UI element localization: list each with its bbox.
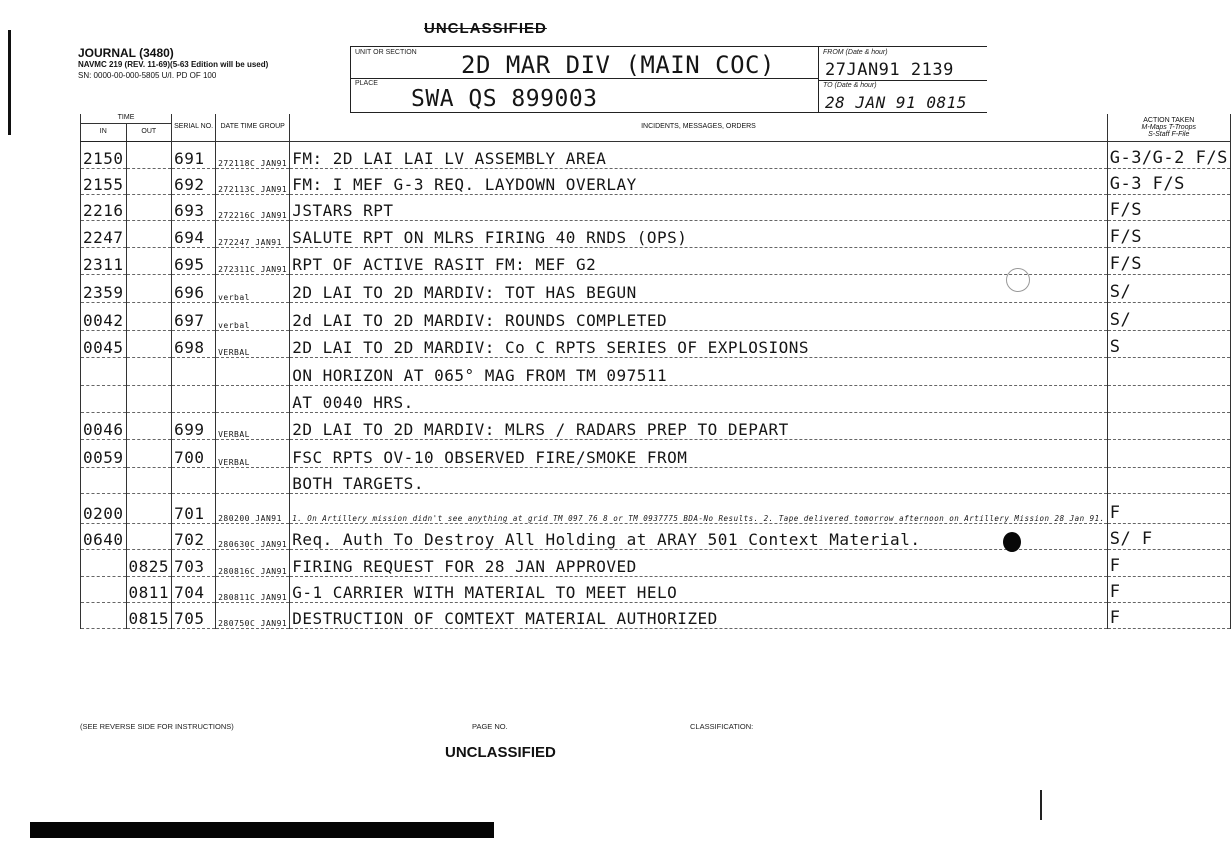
serial-cell: 694: [172, 220, 216, 247]
serial-cell: 704: [172, 576, 216, 602]
serial-cell: [172, 385, 216, 412]
time-out-cell: 0825: [126, 549, 172, 576]
serial-cell: 705: [172, 602, 216, 628]
serial-cell: 697: [172, 302, 216, 330]
action-cell: [1107, 467, 1230, 493]
incident-cell: FM: 2D LAI LAI LV ASSEMBLY AREA: [290, 141, 1108, 168]
serial-column-header: SERIAL NO.: [172, 114, 216, 141]
action-cell: S/: [1107, 274, 1230, 302]
journal-row: [81, 141, 1231, 168]
dtg-cell: [216, 385, 290, 412]
journal-table: [80, 114, 1231, 629]
action-cell: F: [1107, 549, 1230, 576]
action-cell: F: [1107, 493, 1230, 523]
out-column-header: OUT: [126, 123, 172, 141]
dtg-cell: 272113C JAN91: [216, 168, 290, 194]
time-out-cell: [126, 141, 172, 168]
time-out-cell: [126, 168, 172, 194]
time-out-cell: [126, 274, 172, 302]
action-cell: F/S: [1107, 220, 1230, 247]
action-cell: G-3/G-2 F/S: [1107, 141, 1230, 168]
classification-stamp-bottom: UNCLASSIFIED: [445, 744, 556, 761]
place-value: SWA QS 899003: [411, 86, 598, 112]
time-out-cell: [126, 523, 172, 549]
journal-row: [81, 412, 1231, 439]
incidents-column-header: INCIDENTS, MESSAGES, ORDERS: [290, 114, 1108, 141]
incident-cell: SALUTE RPT ON MLRS FIRING 40 RNDS (OPS): [290, 220, 1108, 247]
action-cell: [1107, 439, 1230, 467]
time-out-cell: 0815: [126, 602, 172, 628]
dtg-cell: verbal: [216, 274, 290, 302]
journal-row: [81, 439, 1231, 467]
time-in-cell: 0045: [81, 330, 127, 357]
journal-entries: [81, 141, 1231, 628]
journal-row: [81, 549, 1231, 576]
dtg-cell: 280811C JAN91: [216, 576, 290, 602]
action-cell: F/S: [1107, 194, 1230, 220]
dtg-column-header: DATE TIME GROUP: [216, 114, 290, 141]
serial-cell: 692: [172, 168, 216, 194]
time-in-cell: 0200: [81, 493, 127, 523]
page-number-label: PAGE NO.: [472, 722, 508, 731]
from-date-box: [818, 46, 987, 81]
action-cell: F: [1107, 576, 1230, 602]
time-in-cell: 0042: [81, 302, 127, 330]
to-label: TO (Date & hour): [823, 82, 877, 89]
form-title: JOURNAL (3480): [78, 46, 174, 60]
incident-cell: AT 0040 HRS.: [290, 385, 1108, 412]
from-value: 27JAN91 2139: [825, 60, 954, 80]
incident-cell: 1. On Artillery mission didn't see anything at grid TM 097 76 8 or TM 0937775 BDA-No Results. 2. Tape delivered tomorrow afternoon on Artillery Mission 28 Jan 91.: [290, 493, 1108, 523]
instructions-note: (SEE REVERSE SIDE FOR INSTRUCTIONS): [80, 722, 234, 731]
action-cell: [1107, 385, 1230, 412]
incident-cell: 2D LAI TO 2D MARDIV: TOT HAS BEGUN: [290, 274, 1108, 302]
serial-cell: 696: [172, 274, 216, 302]
scan-edge-mark: [8, 30, 11, 135]
time-in-cell: 0059: [81, 439, 127, 467]
time-in-cell: [81, 549, 127, 576]
incident-cell: G-1 CARRIER WITH MATERIAL TO MEET HELO: [290, 576, 1108, 602]
time-column-header: TIME: [81, 114, 172, 123]
incident-cell: 2D LAI TO 2D MARDIV: Co C RPTS SERIES OF EXPLOSIONS: [290, 330, 1108, 357]
incident-cell: Req. Auth To Destroy All Holding at ARAY 501 Context Material.: [290, 523, 1108, 549]
dtg-cell: 280630C JAN91: [216, 523, 290, 549]
serial-cell: 698: [172, 330, 216, 357]
action-column-header: [1107, 114, 1230, 141]
time-in-cell: 2155: [81, 168, 127, 194]
action-cell: S/ F: [1107, 523, 1230, 549]
dtg-cell: 280200 JAN91: [216, 493, 290, 523]
time-in-cell: [81, 385, 127, 412]
time-in-cell: [81, 467, 127, 493]
from-label: FROM (Date & hour): [823, 49, 888, 56]
time-out-cell: [126, 493, 172, 523]
journal-row: [81, 357, 1231, 385]
journal-row: [81, 274, 1231, 302]
journal-row: [81, 523, 1231, 549]
classification-stamp-top: UNCLASSIFIED: [424, 20, 547, 37]
dtg-cell: 272311C JAN91: [216, 247, 290, 274]
action-cell: F/S: [1107, 247, 1230, 274]
serial-cell: 702: [172, 523, 216, 549]
time-out-cell: [126, 439, 172, 467]
dtg-cell: VERBAL: [216, 412, 290, 439]
incident-cell: RPT OF ACTIVE RASIT FM: MEF G2: [290, 247, 1108, 274]
time-out-cell: [126, 330, 172, 357]
time-in-cell: 2150: [81, 141, 127, 168]
dtg-cell: 272118C JAN91: [216, 141, 290, 168]
form-revision: NAVMC 219 (REV. 11-69)(5-63 Edition will be used): [78, 60, 269, 69]
serial-cell: [172, 357, 216, 385]
form-identification: [78, 48, 268, 81]
dtg-cell: 272247 JAN91: [216, 220, 290, 247]
incident-cell: FSC RPTS OV-10 OBSERVED FIRE/SMOKE FROM: [290, 439, 1108, 467]
dtg-cell: 272216C JAN91: [216, 194, 290, 220]
time-in-cell: [81, 576, 127, 602]
journal-row: [81, 194, 1231, 220]
time-in-cell: [81, 602, 127, 628]
time-out-cell: [126, 247, 172, 274]
journal-row: [81, 385, 1231, 412]
time-out-cell: [126, 385, 172, 412]
journal-row: [81, 467, 1231, 493]
classification-label: CLASSIFICATION:: [690, 722, 754, 731]
dtg-cell: VERBAL: [216, 439, 290, 467]
journal-row: [81, 302, 1231, 330]
serial-cell: 701: [172, 493, 216, 523]
time-in-cell: 2359: [81, 274, 127, 302]
journal-row: [81, 602, 1231, 628]
action-cell: G-3 F/S: [1107, 168, 1230, 194]
journal-row: [81, 220, 1231, 247]
time-in-cell: [81, 357, 127, 385]
time-out-cell: [126, 302, 172, 330]
time-out-cell: [126, 467, 172, 493]
serial-cell: 693: [172, 194, 216, 220]
action-legend-1: M-Maps T-Troops: [1141, 123, 1196, 131]
action-legend-2: S-Staff F-File: [1148, 130, 1190, 138]
scan-redaction-bar: [30, 822, 494, 838]
incident-cell: JSTARS RPT: [290, 194, 1108, 220]
serial-cell: 703: [172, 549, 216, 576]
unit-value: 2D MAR DIV (MAIN COC): [461, 51, 775, 79]
in-column-header: IN: [81, 123, 127, 141]
dtg-cell: [216, 467, 290, 493]
action-cell: [1107, 412, 1230, 439]
serial-cell: [172, 467, 216, 493]
incident-cell: FM: I MEF G-3 REQ. LAYDOWN OVERLAY: [290, 168, 1108, 194]
journal-row: [81, 247, 1231, 274]
time-out-cell: 0811: [126, 576, 172, 602]
serial-cell: 700: [172, 439, 216, 467]
scan-edge-mark-right: [1040, 790, 1042, 820]
time-in-cell: 0640: [81, 523, 127, 549]
place-label: PLACE: [355, 80, 378, 87]
action-title: ACTION TAKEN: [1143, 116, 1195, 124]
to-value: 28 JAN 91 0815: [825, 93, 967, 112]
dtg-cell: [216, 357, 290, 385]
time-out-cell: [126, 220, 172, 247]
time-out-cell: [126, 357, 172, 385]
serial-cell: 691: [172, 141, 216, 168]
time-out-cell: [126, 194, 172, 220]
time-in-cell: 2311: [81, 247, 127, 274]
incident-cell: FIRING REQUEST FOR 28 JAN APPROVED: [290, 549, 1108, 576]
dtg-cell: 280816C JAN91: [216, 549, 290, 576]
serial-cell: 695: [172, 247, 216, 274]
incident-cell: 2D LAI TO 2D MARDIV: MLRS / RADARS PREP TO DEPART: [290, 412, 1108, 439]
scan-ink-blot: [1003, 532, 1021, 552]
journal-row: [81, 493, 1231, 523]
time-in-cell: 2216: [81, 194, 127, 220]
serial-cell: 699: [172, 412, 216, 439]
incident-cell: 2d LAI TO 2D MARDIV: ROUNDS COMPLETED: [290, 302, 1108, 330]
action-cell: F: [1107, 602, 1230, 628]
scan-ring-mark: [1006, 268, 1030, 292]
time-in-cell: 0046: [81, 412, 127, 439]
dtg-cell: VERBAL: [216, 330, 290, 357]
unit-label: UNIT OR SECTION: [355, 49, 417, 56]
action-cell: S/: [1107, 302, 1230, 330]
time-out-cell: [126, 412, 172, 439]
journal-row: [81, 576, 1231, 602]
to-date-box: [818, 80, 987, 113]
action-cell: [1107, 357, 1230, 385]
dtg-cell: verbal: [216, 302, 290, 330]
unit-or-section-box: [350, 46, 818, 79]
form-stock-number: SN: 0000-00-000-5805 U/I. PD OF 100: [78, 71, 217, 80]
dtg-cell: 280750C JAN91: [216, 602, 290, 628]
journal-row: [81, 330, 1231, 357]
time-in-cell: 2247: [81, 220, 127, 247]
incident-cell: ON HORIZON AT 065° MAG FROM TM 097511: [290, 357, 1108, 385]
journal-row: [81, 168, 1231, 194]
action-cell: S: [1107, 330, 1230, 357]
place-box: [350, 78, 818, 113]
incident-cell: DESTRUCTION OF COMTEXT MATERIAL AUTHORIZED: [290, 602, 1108, 628]
incident-cell: BOTH TARGETS.: [290, 467, 1108, 493]
